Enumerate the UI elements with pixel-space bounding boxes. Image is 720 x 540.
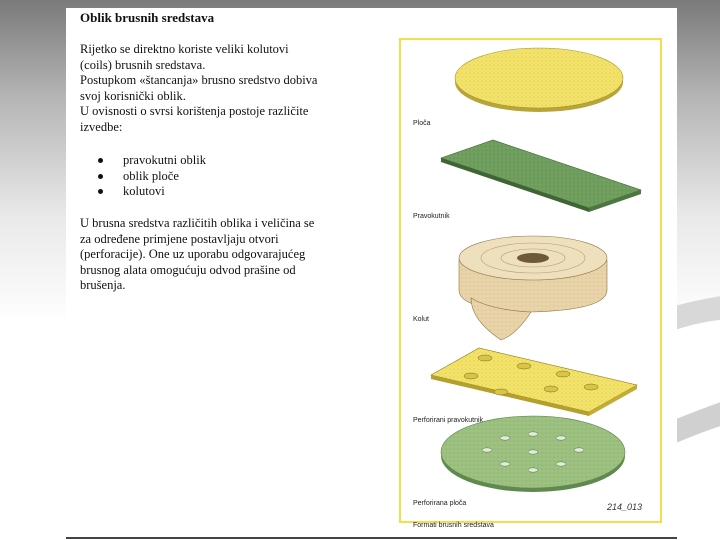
intro-paragraph bbox=[80, 42, 370, 135]
bullet-text: kolutovi bbox=[123, 184, 165, 198]
label-roll: Kolut bbox=[413, 316, 429, 323]
perforation-paragraph bbox=[80, 216, 370, 294]
page-bottom-border bbox=[66, 537, 677, 539]
bullet-icon bbox=[98, 174, 103, 179]
abrasive-formats-figure bbox=[399, 38, 662, 523]
intro-line: (coils) brusnih sredstava. bbox=[80, 57, 206, 72]
label-perforated-disc: Perforirana ploča bbox=[413, 500, 467, 507]
para-line: brušenja. bbox=[80, 278, 126, 292]
intro-line: U ovisnosti o svrsi korištenja postoje različite bbox=[80, 104, 309, 118]
bullet-icon bbox=[98, 189, 103, 194]
roll-illustration bbox=[459, 236, 607, 340]
para-line: za određene primjene postavljaju otvori bbox=[80, 231, 279, 246]
figure-code: 214_013 bbox=[607, 502, 643, 512]
perforated-rectangle-illustration bbox=[431, 348, 637, 416]
para-line: (perforacije). One uz uporabu odgovarajućeg bbox=[80, 247, 306, 261]
bullet-text: pravokutni oblik bbox=[123, 153, 206, 167]
bullet-list bbox=[98, 153, 206, 200]
bullet-text: oblik ploče bbox=[123, 168, 179, 183]
para-line: brusnog alata omogućuju odvod prašine od bbox=[80, 262, 296, 277]
intro-line: izvedbe: bbox=[80, 119, 123, 134]
disc-illustration bbox=[455, 48, 623, 112]
intro-line: svoj korisnički oblik. bbox=[80, 88, 186, 103]
intro-line: Rijetko se direktno koriste veliki kolutovi bbox=[80, 42, 289, 56]
intro-line: Postupkom «štancanja» brusno sredstvo dobiva bbox=[80, 73, 318, 87]
figure-illustration bbox=[401, 40, 660, 521]
bullet-item bbox=[98, 184, 206, 200]
label-disc: Ploča bbox=[413, 120, 431, 127]
figure-caption: Formati brusnih sredstava bbox=[413, 522, 494, 529]
page-title: Oblik brusnih sredstava bbox=[80, 10, 215, 25]
bullet-icon bbox=[98, 158, 103, 163]
rectangle-illustration bbox=[441, 140, 641, 212]
label-perforated-rectangle: Perforirani pravokutnik bbox=[413, 417, 484, 424]
para-line: U brusna sredstva različitih oblika i veličina se bbox=[80, 216, 315, 230]
perforated-disc-illustration bbox=[441, 416, 625, 492]
label-rectangle: Pravokutnik bbox=[413, 213, 450, 220]
bullet-item bbox=[98, 169, 206, 185]
bullet-item bbox=[98, 153, 206, 169]
document-page bbox=[66, 8, 677, 540]
